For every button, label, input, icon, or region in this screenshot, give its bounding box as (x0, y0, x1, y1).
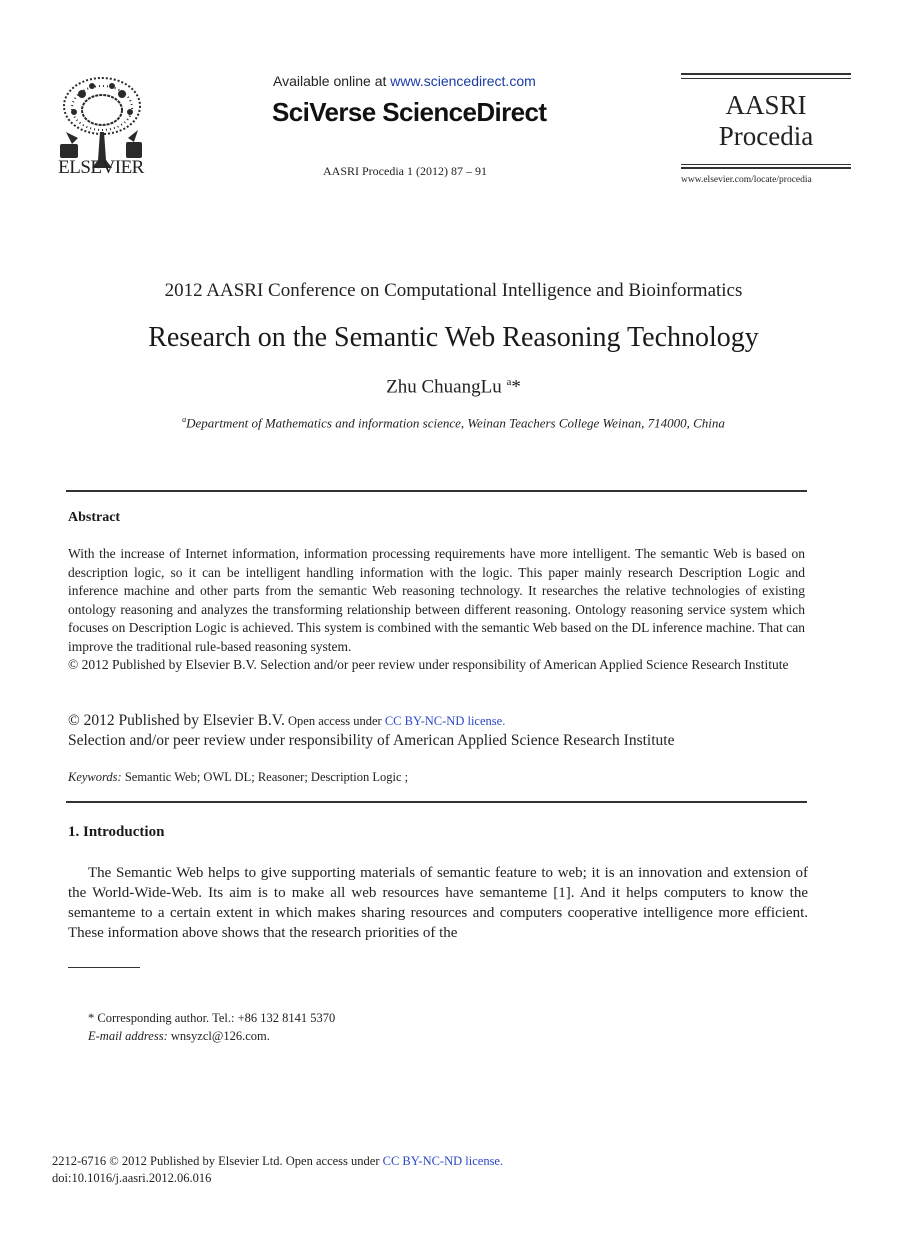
author-line (0, 376, 907, 398)
divider (66, 490, 807, 492)
sciencedirect-link[interactable]: www.sciencedirect.com (390, 73, 536, 89)
section-heading: 1. Introduction (68, 824, 165, 840)
paper-title: Research on the Semantic Web Reasoning Technology (148, 322, 759, 353)
peer-review-line: Selection and/or peer review under responsibility of American Applied Science Research Institute (68, 732, 675, 749)
conference-name: 2012 AASRI Conference on Computational Intelligence and Bioinformatics (164, 280, 743, 301)
keywords (68, 770, 408, 785)
abstract-body (68, 545, 805, 675)
author-name: Zhu ChuangLu (386, 376, 502, 398)
divider (681, 164, 851, 165)
corresponding-author: * Corresponding author. Tel.: +86 132 8141 5370 (88, 1011, 336, 1025)
journal-name (681, 90, 851, 152)
platform-name: SciVerse ScienceDirect (272, 97, 547, 127)
divider (681, 78, 851, 79)
journal-name-line2: Procedia (718, 121, 814, 151)
open-access-text: Open access under (284, 714, 385, 728)
introduction-body: The Semantic Web helps to give supporting materials of semantic feature to web; it is an innovation and extension of the World-Wide-Web. Its aim is to make all web resources have semanteme [1]. And it helps computers to know the semanteme to a certain extent in which makes sharing resources and computers cooperative intelligence more efficient. These information above shows that the research priorities of the (68, 865, 808, 941)
open-access-line1 (68, 711, 808, 731)
license-link[interactable]: CC BY-NC-ND license. (384, 714, 506, 728)
email-line (88, 1027, 335, 1045)
affiliation-text: Department of Mathematics and information science, Weinan Teachers College Weinan, 714000, China (186, 415, 725, 431)
journal-citation: AASRI Procedia 1 (2012) 87 – 91 (323, 164, 487, 178)
bottom-info (52, 1153, 503, 1187)
license-link[interactable]: CC BY-NC-ND license. (382, 1154, 504, 1168)
abstract-text: With the increase of Internet information, information processing requirements have more intelligent. The semantic Web is based on description logic, so it can be intelligent handling information with the logic. This paper mainly research Description Logic and inference machine and other parts from the semantic Web reasoning technology. It researches the relative technologies of existing ontology reasoning and analyzes the transforming relationship between different reasoning. Ontology reasoning service system which focuses on Description Logic is achieved. This system is combined with the semantic Web based on the DL inference machine. That can improve the traditional rule-based reasoning system. (68, 546, 805, 654)
divider (66, 801, 807, 803)
publisher-logo-text: ELSEVIER (58, 157, 144, 178)
corresponding-mark: * (511, 376, 521, 398)
copyright-text: © 2012 Published by Elsevier B.V. (68, 712, 285, 729)
footnote (88, 1009, 335, 1045)
footnote-divider (68, 967, 140, 968)
journal-url[interactable]: www.elsevier.com/locate/procedia (681, 175, 812, 185)
doi[interactable]: doi:10.1016/j.aasri.2012.06.016 (52, 1171, 212, 1185)
keywords-values: Semantic Web; OWL DL; Reasoner; Description Logic ; (121, 770, 409, 784)
abstract-heading: Abstract (68, 510, 121, 525)
affiliation-mark: a (182, 415, 187, 424)
open-access-notice (68, 711, 808, 751)
affiliation (0, 415, 907, 431)
available-online-line (273, 73, 536, 89)
author-affiliation-mark: a (506, 376, 512, 388)
abstract-copyright: © 2012 Published by Elsevier B.V. Selection and/or peer review under responsibility of American Applied Science Research Institute (68, 657, 789, 672)
issn-line (52, 1153, 503, 1170)
email-address[interactable]: wnsyzcl@126.com. (167, 1029, 270, 1043)
divider (681, 73, 851, 75)
journal-name-line1: AASRI (725, 90, 807, 120)
keywords-label: Keywords: (68, 770, 122, 784)
email-label: E-mail address: (88, 1029, 168, 1043)
issn-text: 2212-6716 © 2012 Published by Elsevier Ltd. Open access under (52, 1154, 383, 1168)
available-prefix: Available online at (273, 73, 391, 89)
divider (681, 167, 851, 169)
